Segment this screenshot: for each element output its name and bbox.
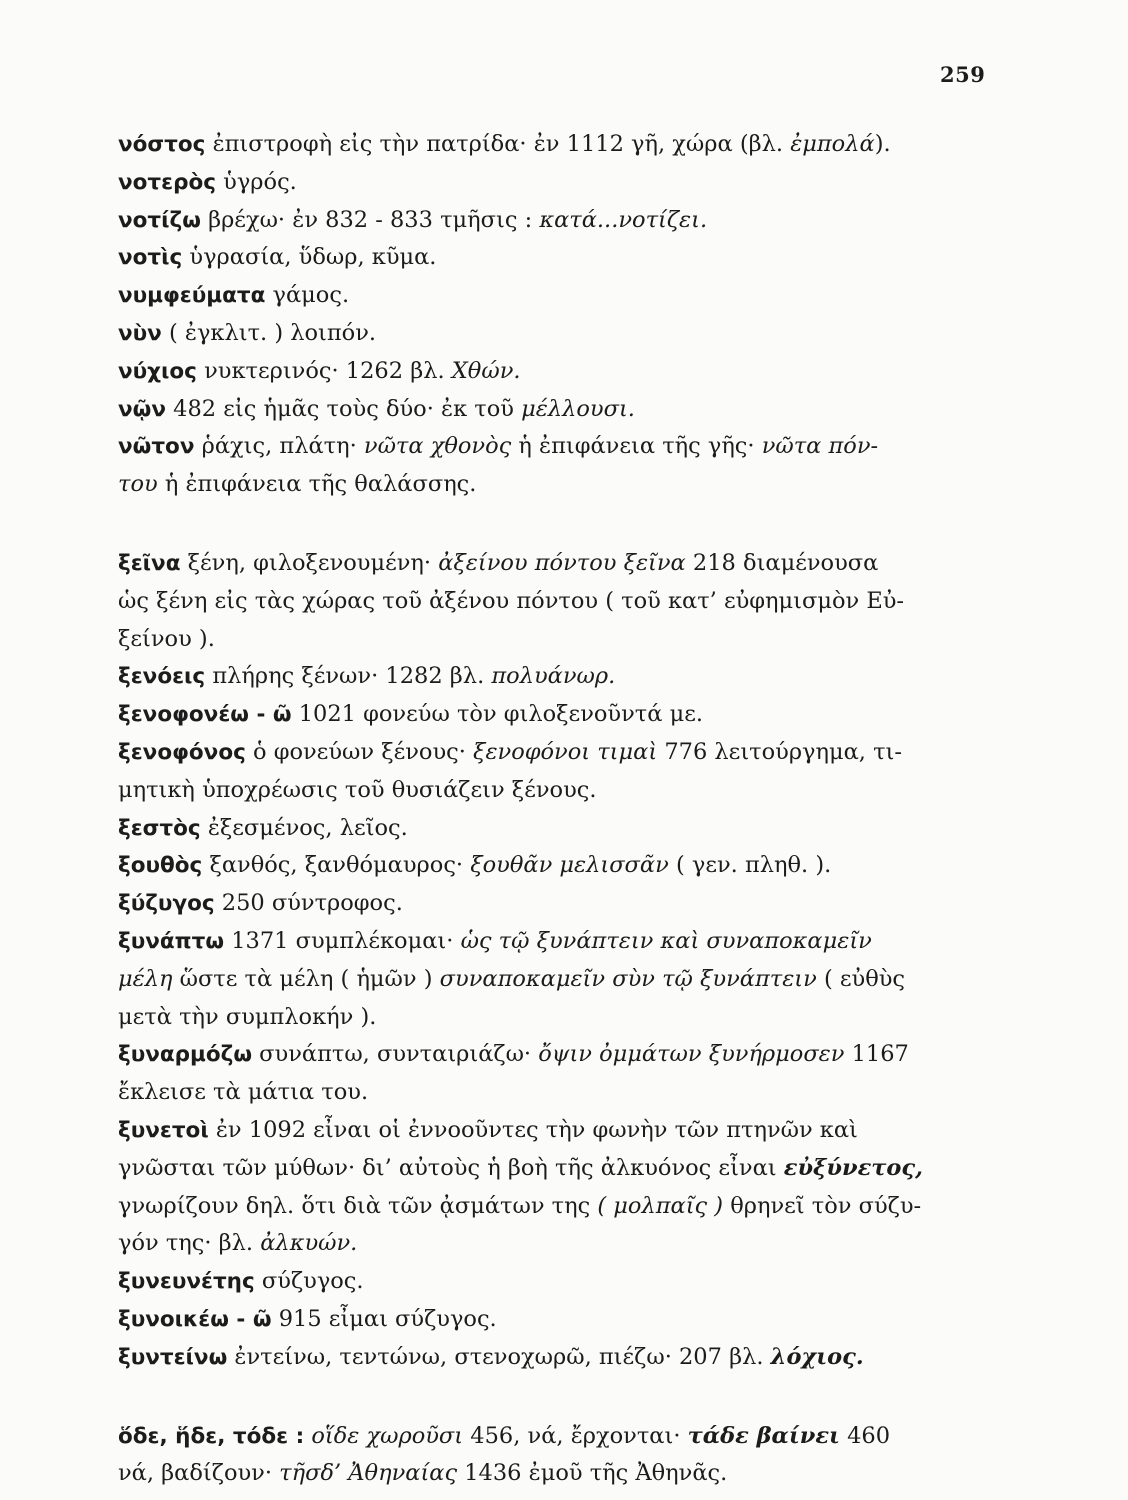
headword: ξεῖνα: [118, 550, 181, 576]
entry-xouthos: ξουθὸς ξανθός, ξανθόμαυρος· ξουθᾶν μελισσᾶν ( γεν. πληθ. ).: [118, 852, 832, 879]
headword: νοτὶς: [118, 245, 183, 271]
headword: νῷν: [118, 396, 166, 422]
headword: ξενόεις: [118, 664, 206, 690]
entry-xenofonos: ξενοφόνος ὁ φονεύων ξένους· ξενοφόνοι τιμαὶ 776 λειτούργημα, τι- μητικὴ ὑποχρέωσις τοῦ θυσιάζειν ξένους.: [118, 738, 902, 803]
headword: ὅδε, ἥδε, τόδε :: [118, 1423, 305, 1449]
headword: νυμφεύματα: [118, 283, 266, 309]
entry-xeina: ξεῖνα ξένη, φιλοξενουμένη· ἀξείνου πόντου ξεῖνα 218 διαμένουσα ὡς ξένη εἰς τὰς χώρας τοῦ ἀξένου πόντου ( τοῦ κατ’ εὐφημισμὸν Εὐ- ξείνου ).: [118, 549, 905, 652]
glossary-body: [118, 126, 968, 1493]
headword: ξυνευνέτης: [118, 1269, 255, 1295]
entry-noteros: νοτερὸς ὑγρός.: [118, 168, 297, 195]
entry-xenoeis: ξενόεις πλήρης ξένων· 1282 βλ. πολυάνωρ.: [118, 663, 616, 690]
section-gap: [118, 1377, 968, 1418]
section-gap: [118, 504, 968, 545]
headword: νῶτον: [118, 434, 195, 460]
entry-nychios: νύχιος νυκτερινός· 1262 βλ. Χθών.: [118, 357, 521, 384]
headword: ξυνετοὶ: [118, 1117, 209, 1143]
entry-xyneunetis: ξυνευνέτης σύζυγος.: [118, 1268, 364, 1295]
page-number: 259: [940, 62, 986, 87]
headword: ξεστὸς: [118, 815, 201, 841]
entry-xenofoneo: ξενοφονέω - ῶ 1021 φονεύω τὸν φιλοξενοῦντά με.: [118, 701, 704, 728]
entry-xyzygos: ξύζυγος 250 σύντροφος.: [118, 890, 403, 917]
headword: ξυνοικέω - ῶ: [118, 1306, 272, 1332]
headword: νὺν: [118, 320, 162, 346]
entry-xynapto: ξυνάπτω 1371 συμπλέκομαι· ὡς τῷ ξυνάπτειν καὶ συναποκαμεῖν μέλη ὥστε τὰ μέλη ( ἡμῶν ) συναποκαμεῖν σὺν τῷ ξυνάπτειν ( εὐθὺς μετὰ τὴν συμπλοκήν ).: [118, 927, 906, 1030]
entry-xynteino: ξυντείνω ἐντείνω, τεντώνω, στενοχωρῶ, πιέζω· 207 βλ. λόχιος.: [118, 1343, 864, 1370]
entry-hode: ὅδε, ἥδε, τόδε : οἵδε χωροῦσι 456, νά, ἔρχονται· τάδε βαίνει 460 νά, βαδίζουν· τῆσδ’ Ἀθηναίας 1436 ἐμοῦ τῆς Ἀθηνᾶς.: [118, 1422, 891, 1487]
entry-xynetoi: ξυνετοὶ ἐν 1092 εἶναι οἱ ἐννοοῦντες τὴν φωνὴν τῶν πτηνῶν καὶ γνῶσται τῶν μύθων· δι’ αὐτοὺς ἡ βοὴ τῆς ἀλκυόνος εἶναι εὐξύνετος, γνωρίζουν δηλ. ὅτι διὰ τῶν ᾀσμάτων της ( μολπαῖς ) θρηνεῖ τὸν σύζυ- γόν της· βλ. ἀλκυών.: [118, 1116, 923, 1257]
headword: ξενοφονέω - ῶ: [118, 702, 292, 728]
headword: ξυντείνω: [118, 1344, 228, 1370]
entry-notizo: νοτίζω βρέχω· ἐν 832 - 833 τμῆσις : κατά...νοτίζει.: [118, 206, 708, 233]
headword: νύχιος: [118, 358, 197, 384]
entry-xynarmozo: ξυναρμόζω συνάπτω, συνταιριάζω· ὄψιν ὀμμάτων ξυνήρμοσεν 1167 ἔκλεισε τὰ μάτια του.: [118, 1041, 909, 1106]
headword: ξυναρμόζω: [118, 1042, 253, 1068]
entry-nyn: νὺν ( ἐγκλιτ. ) λοιπόν.: [118, 319, 377, 346]
entry-nostos: νόστος ἐπιστροφὴ εἰς τὴν πατρίδα· ἐν 1112 γῆ, χώρα (βλ. ἐμπολά).: [118, 131, 891, 157]
entry-non: νῷν 482 εἰς ἡμᾶς τοὺς δύο· ἐκ τοῦ μέλλουσι.: [118, 395, 635, 422]
headword: ξουθὸς: [118, 853, 203, 879]
entry-noton: νῶτον ῥάχις, πλάτη· νῶτα χθονὸς ἡ ἐπιφάνεια τῆς γῆς· νῶτα πόν- του ἡ ἐπιφάνεια τῆς θαλάσσης.: [118, 433, 879, 498]
headword: ξύζυγος: [118, 891, 215, 917]
entry-xestos: ξεστὸς ἐξεσμένος, λεῖος.: [118, 814, 408, 841]
headword: ξενοφόνος: [118, 739, 246, 765]
headword: νοτίζω: [118, 207, 201, 233]
entry-notis: νοτὶς ὑγρασία, ὕδωρ, κῦμα.: [118, 244, 437, 271]
headword: ξυνάπτω: [118, 928, 225, 954]
entry-xynoikeo: ξυνοικέω - ῶ 915 εἶμαι σύζυγος.: [118, 1305, 497, 1332]
headword: νόστος: [118, 132, 206, 157]
headword: νοτερὸς: [118, 169, 217, 195]
entry-nymfeumata: νυμφεύματα γάμος.: [118, 282, 350, 309]
